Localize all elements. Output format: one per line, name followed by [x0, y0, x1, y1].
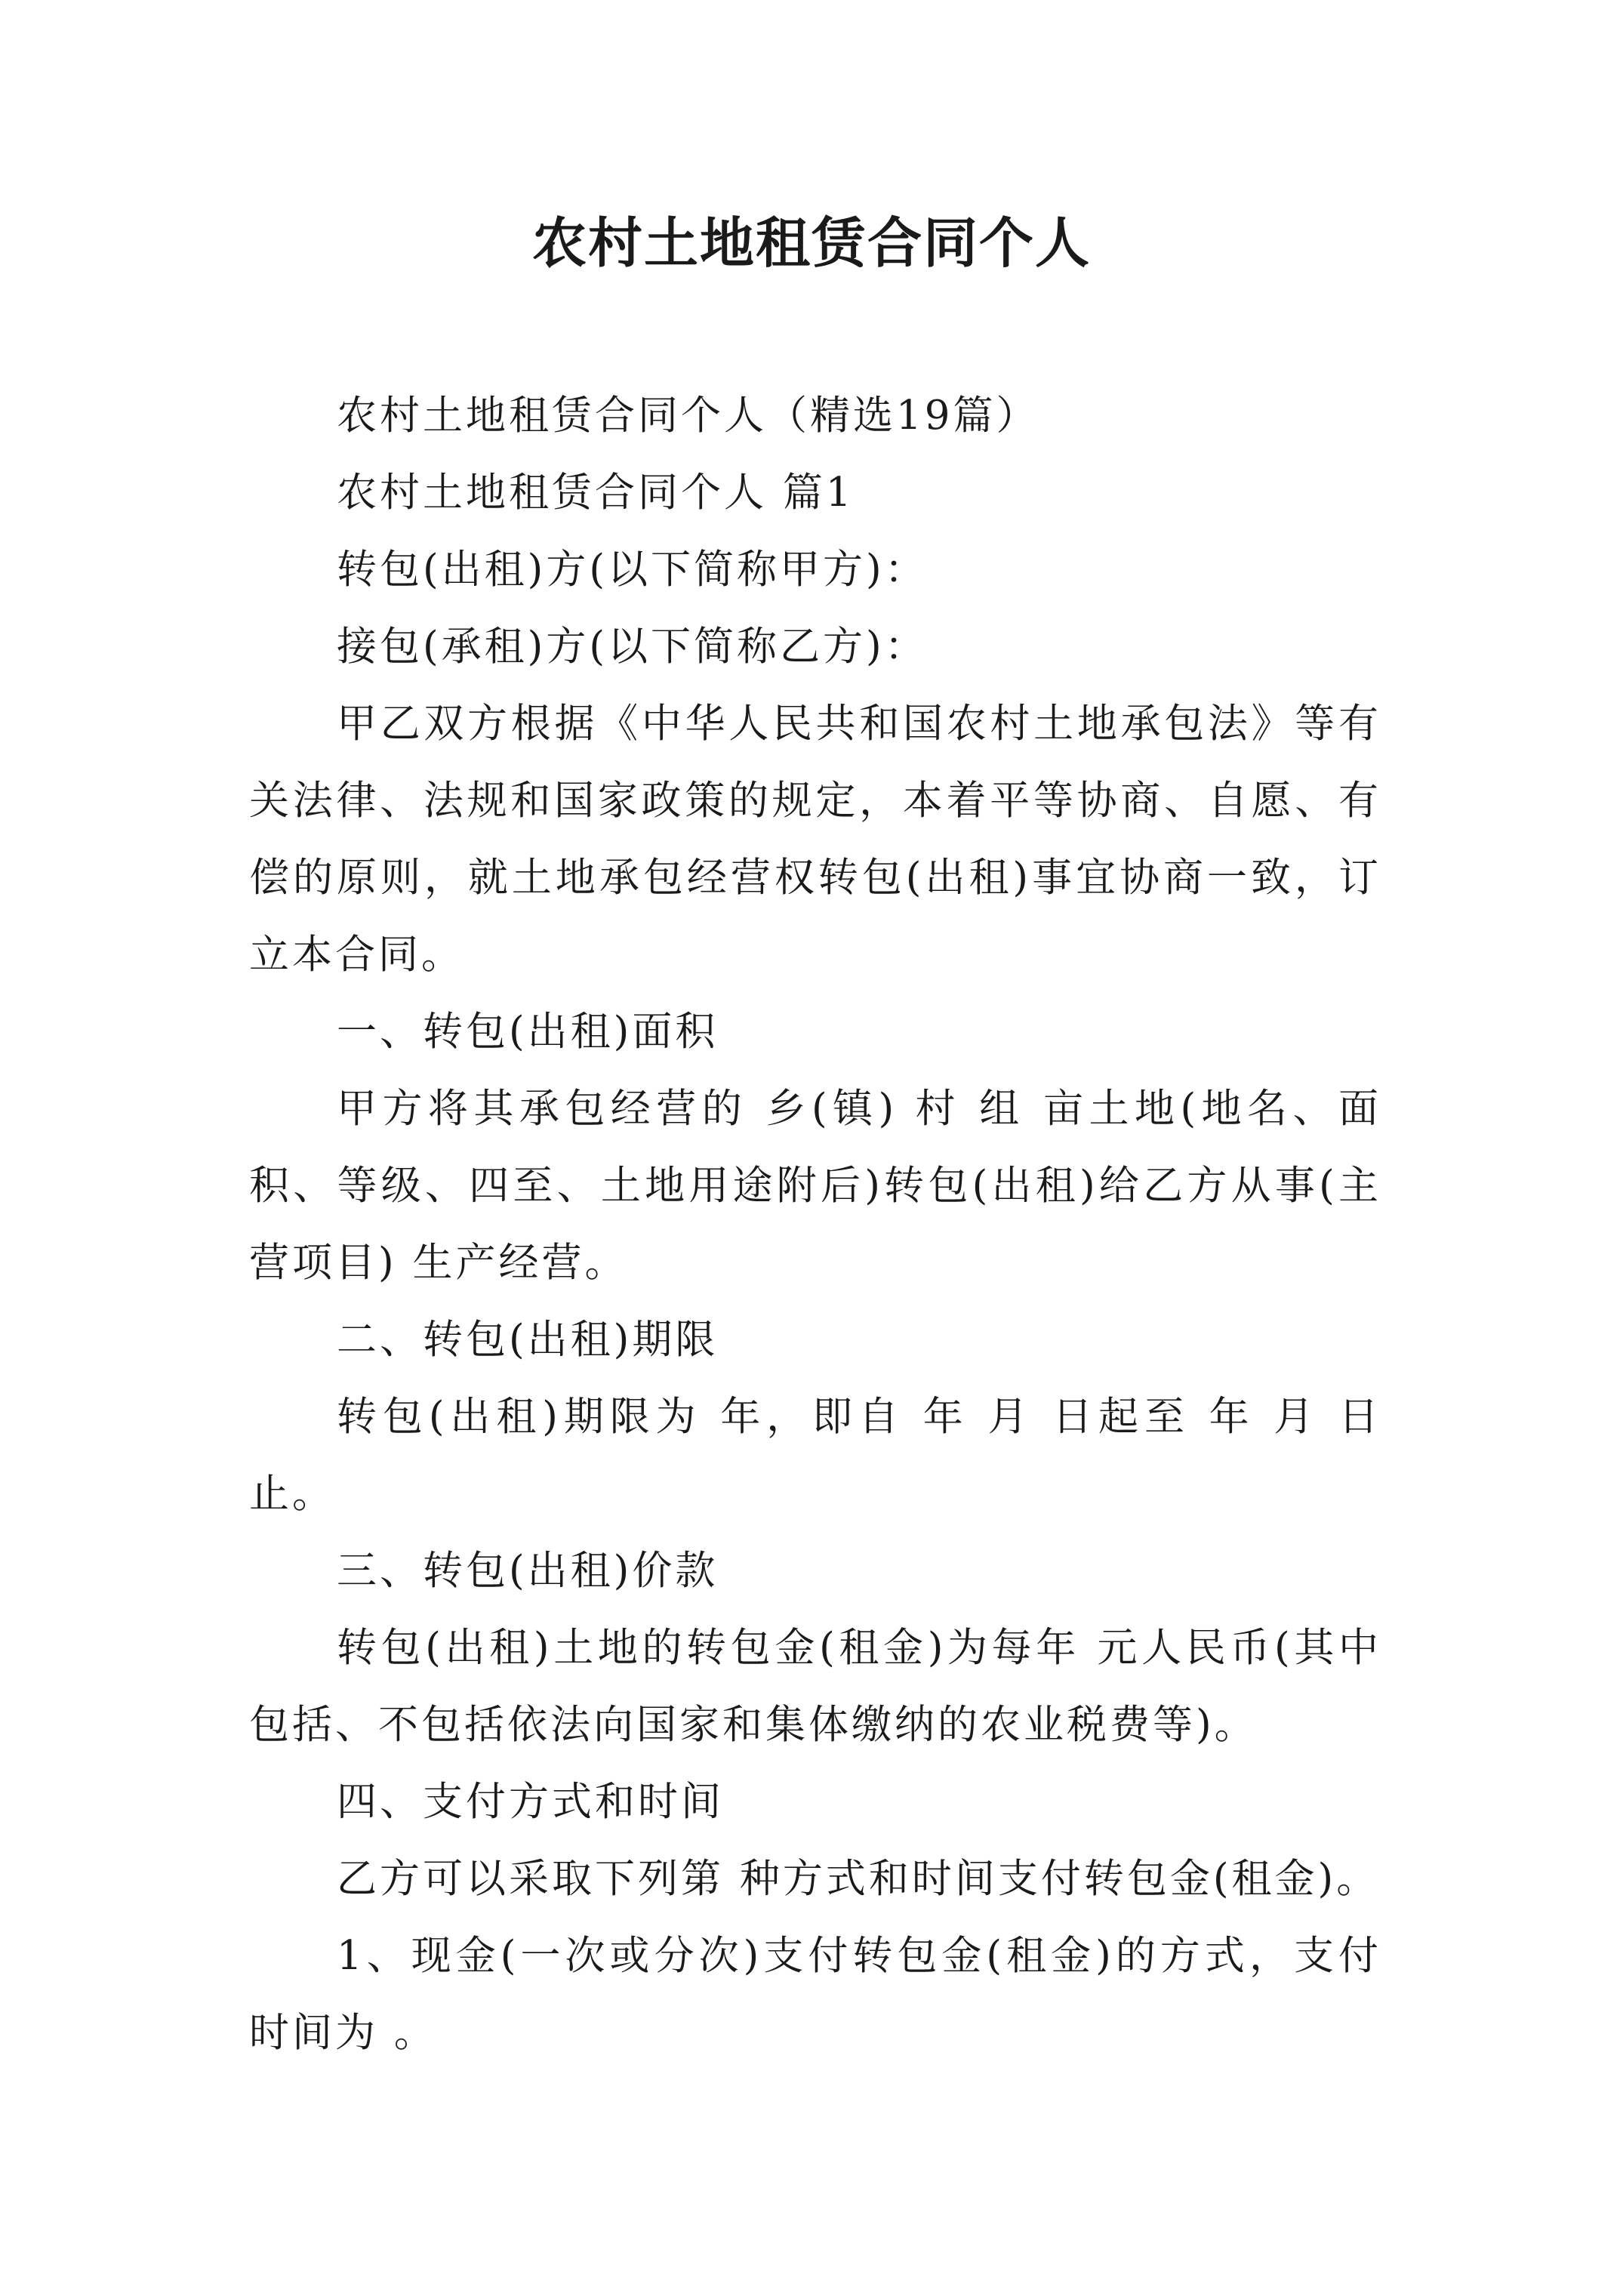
paragraph-heading-area: 一、转包(出租)面积	[337, 1009, 719, 1055]
paragraph-party-b: 接包(承租)方(以下简称乙方)：	[337, 624, 928, 670]
paragraph-subtitle: 农村土地租赁合同个人（精选19篇）	[337, 393, 1039, 439]
document-body	[249, 378, 1381, 2072]
paragraph-payment-body: 乙方可以采取下列第 种方式和时间支付转包金(租金)。	[337, 1856, 1380, 1902]
paragraph-price-body: 转包(出租)土地的转包金(租金)为每年 元人民币(其中包括、不包括依法向国家和集体缴纳的农业税费等)。	[249, 1625, 1381, 1748]
paragraph-preamble: 甲乙双方根据《中华人民共和国农村土地承包法》等有关法律、法规和国家政策的规定，本着平等协商、自愿、有偿的原则，就土地承包经营权转包(出租)事宜协商一致，订立本合同。	[249, 701, 1381, 978]
paragraph-heading-payment: 四、支付方式和时间	[337, 1779, 724, 1825]
paragraph-area-body: 甲方将其承包经营的 乡(镇) 村 组 亩土地(地名、面积、等级、四至、土地用途附后)转包(出租)给乙方从事(主营项目) 生产经营。	[249, 1086, 1381, 1286]
paragraph-payment-option-1: 1、现金(一次或分次)支付转包金(租金)的方式，支付时间为 。	[249, 1933, 1381, 2056]
paragraph-party-a: 转包(出租)方(以下简称甲方)：	[337, 547, 928, 593]
paragraph-term-body: 转包(出租)期限为 年，即自 年 月 日起至 年 月 日止。	[249, 1394, 1381, 1517]
paragraph-section-heading: 农村土地租赁合同个人 篇1	[337, 470, 855, 516]
paragraph-heading-price: 三、转包(出租)价款	[337, 1548, 719, 1594]
paragraph-heading-term: 二、转包(出租)期限	[337, 1317, 719, 1363]
document-title: 农村土地租赁合同个人	[531, 211, 1091, 275]
